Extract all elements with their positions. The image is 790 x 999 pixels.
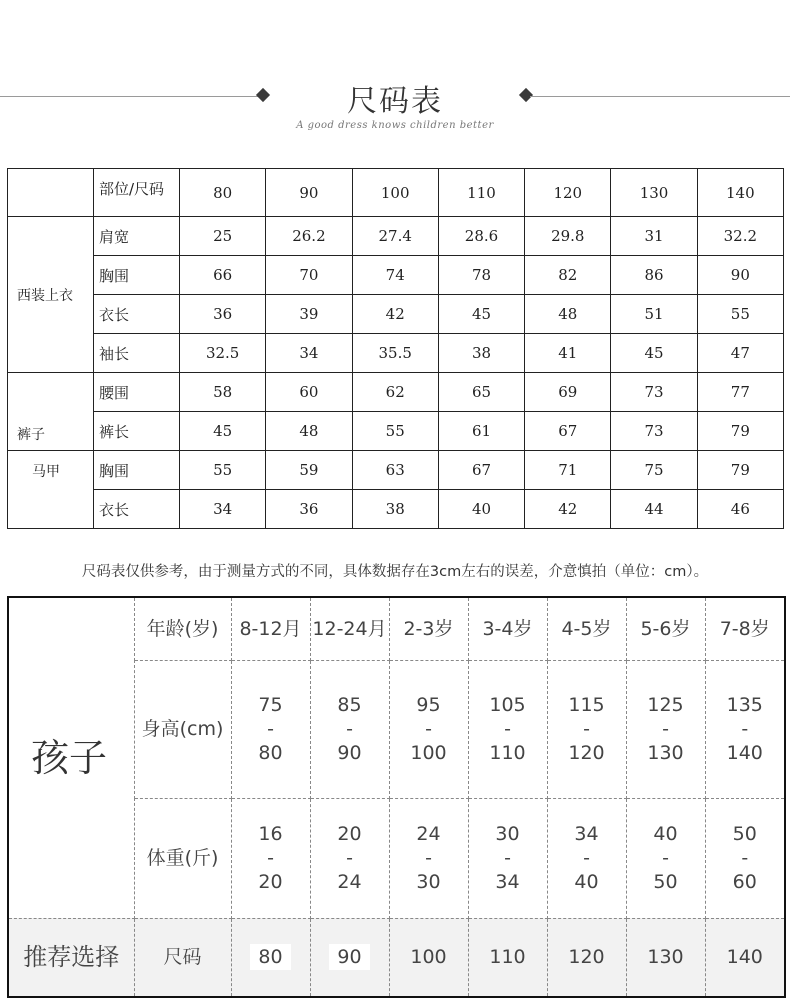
age-cell: 8-12月 [231,598,310,660]
title-rule-right [530,96,790,97]
recommended-size: 100 [389,918,468,996]
table-cell: 62 [352,373,438,412]
weight-cell: 30 - 34 [468,798,547,918]
weight-cell: 24 - 30 [389,798,468,918]
table-cell: 86 [611,256,697,295]
table-cell: 45 [180,412,266,451]
part-label: 肩宽 [94,217,180,256]
table-cell: 36 [266,490,352,529]
table-row [8,295,784,334]
table-row [8,412,784,451]
recommended-size: 120 [547,918,626,996]
table-row [8,490,784,529]
table-cell: 35.5 [352,334,438,373]
table-cell: 36 [180,295,266,334]
table-cell: 34 [266,334,352,373]
table-cell: 67 [525,412,611,451]
part-label: 衣长 [94,490,180,529]
disclaimer-note: 尺码表仅供参考，由于测量方式的不同，具体数据存在3cm左右的误差，介意慎拍（单位：cm）。 [81,564,709,580]
table-cell: 28.6 [438,217,524,256]
table-cell: 55 [697,295,783,334]
table-cell: 63 [352,451,438,490]
age-size-table [9,598,784,996]
table-cell: 90 [697,256,783,295]
table-row [8,451,784,490]
weight-cell: 50 - 60 [705,798,784,918]
table-cell: 40 [438,490,524,529]
age-label: 年龄(岁) [134,598,231,660]
weight-label: 体重(斤) [134,798,231,918]
part-label: 裤长 [94,412,180,451]
size-measurement-table [7,168,784,529]
table-cell: 77 [697,373,783,412]
table-cell: 66 [180,256,266,295]
table-cell: 73 [611,373,697,412]
recommended-size: 140 [705,918,784,996]
table-cell: 32.5 [180,334,266,373]
table-cell: 46 [697,490,783,529]
table-corner-empty [8,169,94,217]
table-cell: 82 [525,256,611,295]
table-cell: 58 [180,373,266,412]
size-header: 80 [180,169,266,217]
size-header-row [8,169,784,217]
table-row [8,256,784,295]
size-header: 110 [438,169,524,217]
part-label: 胸围 [94,451,180,490]
table-row [8,217,784,256]
height-cell: 85 - 90 [310,660,389,798]
table-cell: 48 [525,295,611,334]
size-label: 尺码 [134,918,231,996]
page-title: 尺码表 [347,84,443,119]
table-cell: 70 [266,256,352,295]
height-cell: 125 - 130 [626,660,705,798]
weight-cell: 20 - 24 [310,798,389,918]
recommended-size: 80 [231,918,310,996]
table-cell: 38 [352,490,438,529]
part-label: 胸围 [94,256,180,295]
table-cell: 69 [525,373,611,412]
table-cell: 55 [352,412,438,451]
table-cell: 47 [697,334,783,373]
table-cell: 60 [266,373,352,412]
corner-header: 部位/尺码 [94,169,180,217]
height-cell: 115 - 120 [547,660,626,798]
size-header: 100 [352,169,438,217]
age-cell: 12-24月 [310,598,389,660]
age-size-table-frame [7,596,786,998]
table-cell: 59 [266,451,352,490]
recommended-size: 110 [468,918,547,996]
category-vest: 马甲 [8,451,94,529]
weight-cell: 40 - 50 [626,798,705,918]
table-cell: 48 [266,412,352,451]
height-cell: 75 - 80 [231,660,310,798]
table-cell: 78 [438,256,524,295]
table-cell: 73 [611,412,697,451]
table-cell: 51 [611,295,697,334]
age-cell: 5-6岁 [626,598,705,660]
recommended-size: 90 [310,918,389,996]
table-cell: 42 [525,490,611,529]
table-cell: 27.4 [352,217,438,256]
table-cell: 45 [438,295,524,334]
height-label: 身高(cm) [134,660,231,798]
category-pants: 裤子 [8,373,94,451]
age-cell: 7-8岁 [705,598,784,660]
table-cell: 44 [611,490,697,529]
weight-cell: 16 - 20 [231,798,310,918]
table-cell: 38 [438,334,524,373]
table-cell: 79 [697,412,783,451]
child-label: 孩子 [9,598,134,918]
table-cell: 26.2 [266,217,352,256]
table-cell: 65 [438,373,524,412]
part-label: 腰围 [94,373,180,412]
table-cell: 39 [266,295,352,334]
table-cell: 67 [438,451,524,490]
table-cell: 55 [180,451,266,490]
age-row [9,598,784,660]
size-header: 140 [697,169,783,217]
part-label: 衣长 [94,295,180,334]
height-cell: 105 - 110 [468,660,547,798]
part-label: 袖长 [94,334,180,373]
table-cell: 75 [611,451,697,490]
height-cell: 95 - 100 [389,660,468,798]
table-cell: 41 [525,334,611,373]
recommend-label: 推荐选择 [9,918,134,996]
table-cell: 34 [180,490,266,529]
recommend-row [9,918,784,996]
table-row [8,334,784,373]
table-cell: 71 [525,451,611,490]
size-header: 90 [266,169,352,217]
page-subtitle: A good dress knows children better [296,120,494,131]
age-cell: 4-5岁 [547,598,626,660]
table-cell: 29.8 [525,217,611,256]
weight-cell: 34 - 40 [547,798,626,918]
recommended-size: 130 [626,918,705,996]
table-cell: 31 [611,217,697,256]
size-header: 120 [525,169,611,217]
table-cell: 74 [352,256,438,295]
table-cell: 42 [352,295,438,334]
category-jacket: 西装上衣 [8,217,94,373]
table-row [8,373,784,412]
table-cell: 61 [438,412,524,451]
table-cell: 32.2 [697,217,783,256]
age-cell: 2-3岁 [389,598,468,660]
age-cell: 3-4岁 [468,598,547,660]
table-cell: 79 [697,451,783,490]
size-header: 130 [611,169,697,217]
height-cell: 135 - 140 [705,660,784,798]
table-cell: 25 [180,217,266,256]
table-cell: 45 [611,334,697,373]
